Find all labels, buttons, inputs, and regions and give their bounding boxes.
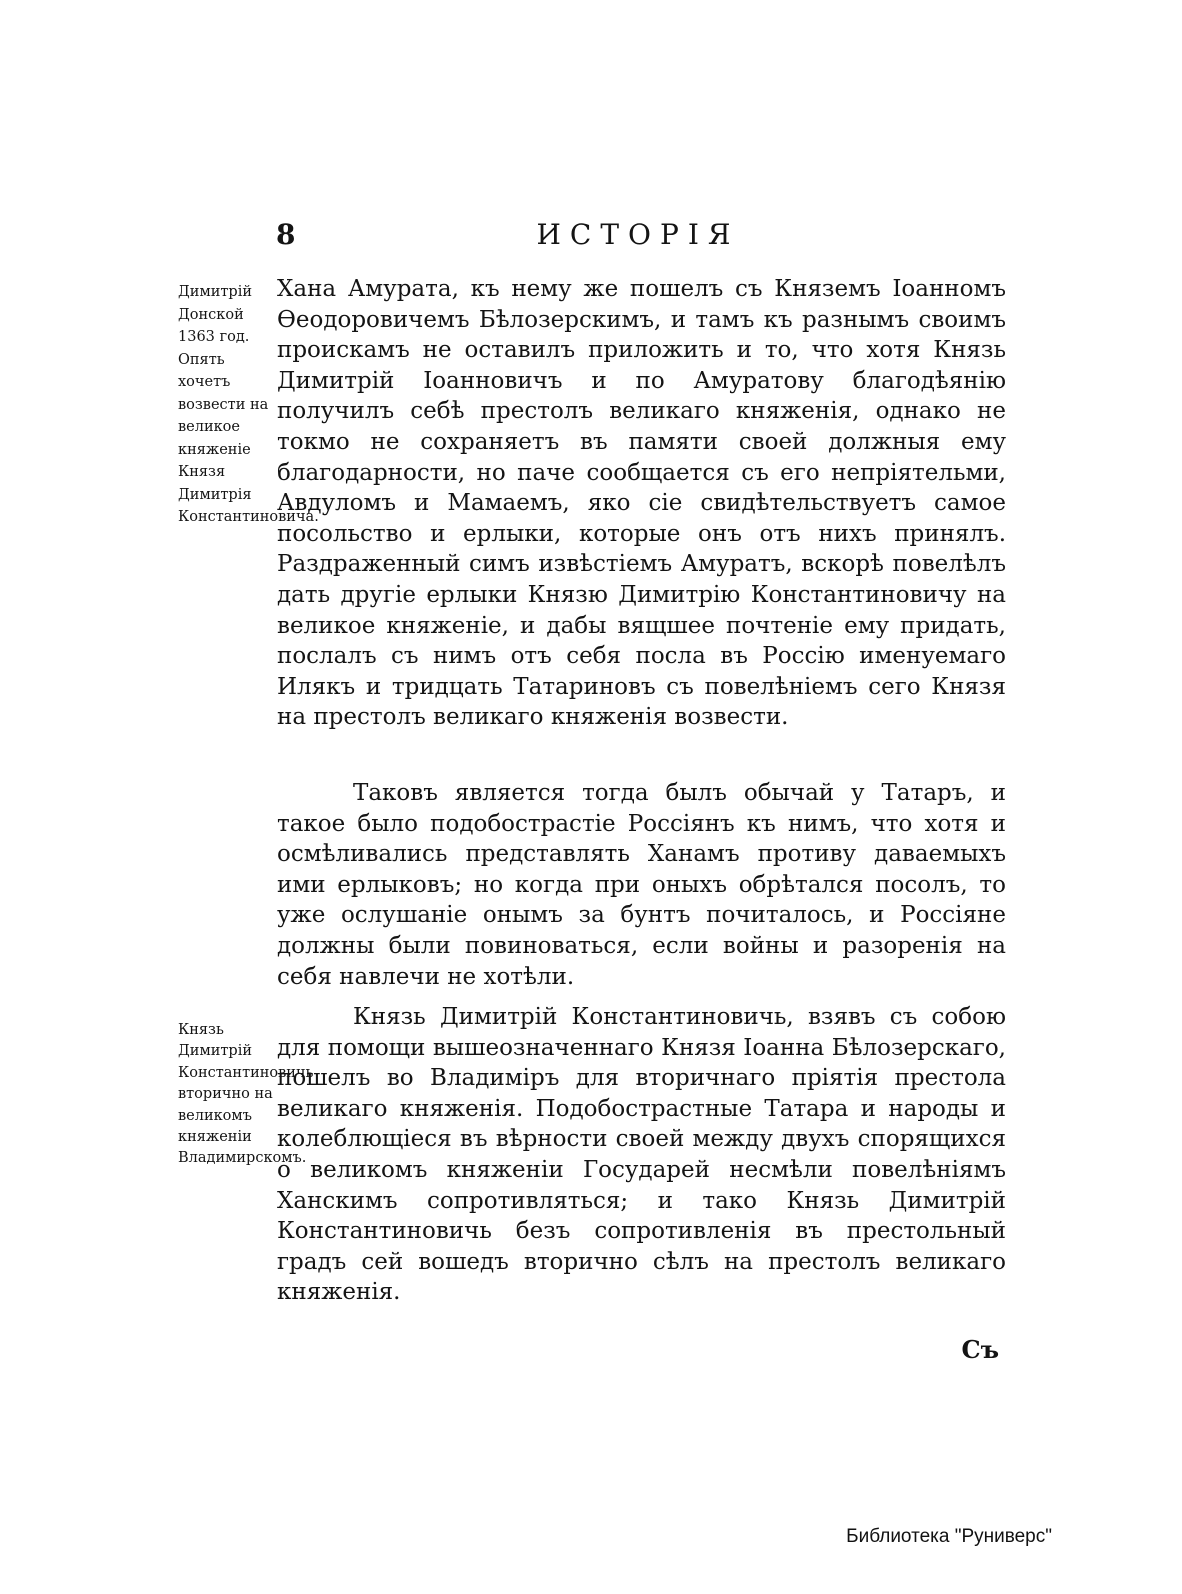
paragraph: Князь Димитрій Константиновичь, взявъ съ собою для помощи вышеозначеннаго Князя Іоанна Бѣлозерскаго, пошелъ во Владиміръ для вторичнаго прiятія престола великаго княженія. Подобострастные Татара и народы и колеблющіеся въ вѣрности своей между двухъ спорящихся о великомъ княженіи Государей несмѣли повелѣніямъ Ханскимъ сопротивляться; и тако Князь Димитрій Константиновичь безъ сопротивленія въ престольный градъ сей вошедъ вторично сѣлъ на престолъ великаго княженія. [277, 1004, 1006, 1306]
margin-note: Димитрій Донской 1363 год. Опять хочетъ возвести на великое княженіе Князя Димитрія Константиновича. [178, 284, 319, 525]
paragraph: Хана Амурата, къ нему же пошелъ съ Княземъ Іоанномъ Ѳеодоровичемъ Бѣлозерскимъ, и тамъ къ разнымъ своимъ проискамъ не оставилъ приложить и то, что хотя Князь Димитрій Іоанновичъ и по Амуратову благодѣянію получилъ себѣ престолъ великаго княженія, однако не токмо не сохраняетъ въ памяти своей должныя ему благодарности, но паче сообщается съ его непріятельми, Авдуломъ и Мамаемъ, яко сіе свидѣтельствуетъ самое посольство и ерлыки, которые онъ отъ нихъ принялъ. Раздраженный симъ извѣстіемъ Амуратъ, вскорѣ повелѣлъ дать другіе ерлыки Князю Димитрію Константиновичу на великое княженіе, и дабы вящшее почтеніе ему придать, послалъ съ нимъ отъ себя посла въ Россію именуемаго Илякъ и тридцать Татариновъ съ повелѣніемъ сего Князя на престолъ великаго княженія возвести. [277, 276, 1006, 731]
running-title: ИСТОРІЯ [536, 218, 740, 251]
margin-note: Князь Димитрій Константиновичь вторично на великомъ княженіи Владимирскомъ. [178, 1022, 314, 1167]
catchword: Съ [961, 1335, 999, 1364]
page-number: 8 [276, 218, 296, 251]
page-header [270, 216, 1006, 260]
paragraph: Таковъ является тогда былъ обычай у Татаръ, и такое было подобострастіе Россіянъ къ нимъ, что хотя и осмѣливались представлять Ханамъ противу даваемыхъ ими ерлыковъ; но когда при оныхъ обрѣтался посолъ, то уже ослушаніе онымъ за бунтъ почиталось, и Россіяне должны были повиноваться, если войны и разоренія на себя навлечи не хотѣли. [277, 780, 1006, 990]
library-watermark: Библиотека "Руниверс" [846, 1526, 1052, 1547]
